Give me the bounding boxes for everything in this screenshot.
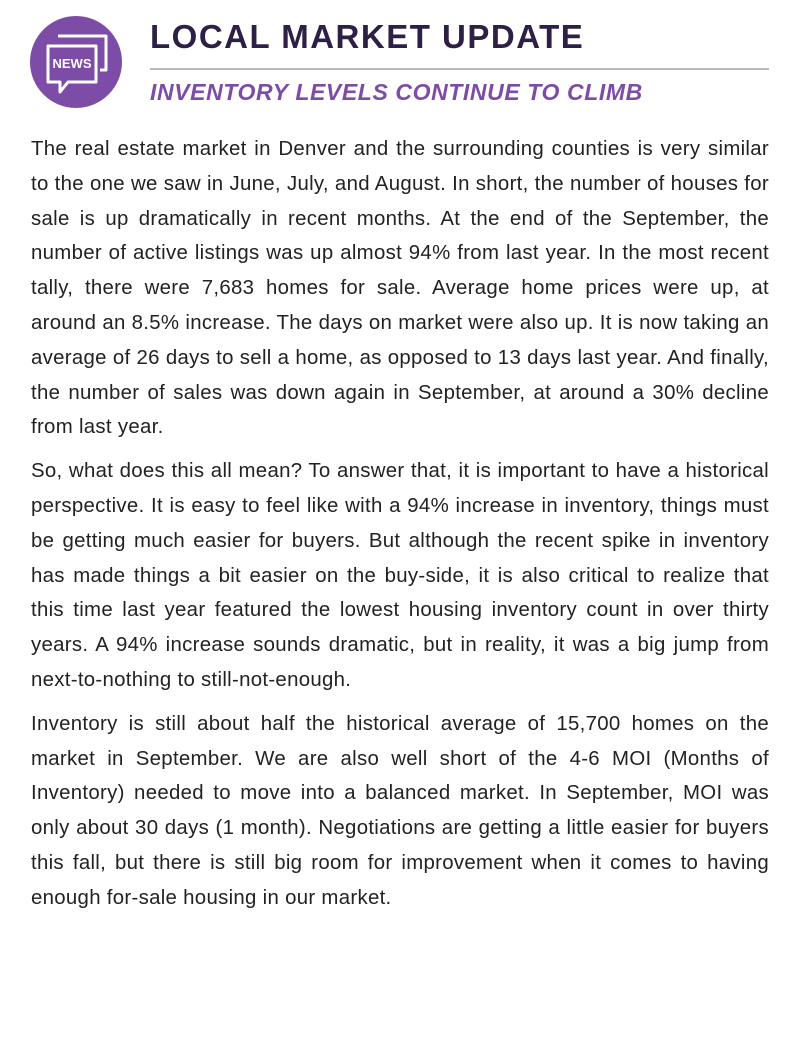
news-badge — [30, 16, 122, 108]
badge-label: NEWS — [52, 56, 92, 71]
header-divider — [150, 68, 769, 70]
page-subtitle: INVENTORY LEVELS CONTINUE TO CLIMB — [150, 79, 643, 105]
page-title: LOCAL MARKET UPDATE — [150, 18, 585, 55]
paragraph-3: Inventory is still about half the historical average of 15,700 homes on the market in September. We are also well short of the 4-6 MOI (Months of Inventory) needed to move into a balanced market. In September, MOI was only about 30 days (1 month). Negotiations are getting a little easier for buyers this fall, but there is still big room for improvement when it comes to having enough for-sale housing in our market. — [31, 712, 769, 909]
paragraph-2: So, what does this all mean? To answer that, it is important to have a historical perspective. It is easy to feel like with a 94% increase in inventory, things must be getting much easier for buyers. But although the recent spike in inventory has made things a bit easier on the buy-side, it is also critical to realize that this time last year featured the lowest housing inventory count in over thirty years. A 94% increase sounds dramatic, but in reality, it was a big jump from next-to-nothing to still-not-enough. — [31, 460, 769, 691]
paragraph-1: The real estate market in Denver and the surrounding counties is very similar to the one we saw in June, July, and August. In short, the number of houses for sale is up dramatically in recent months. At the end of the September, the number of active listings was up almost 94% from last year. In the most recent tally, there were 7,683 homes for sale. Average home prices were up, at around an 8.5% increase. The days on market were also up. It is now taking an average of 26 days to sell a home, as opposed to 13 days last year. And finally, the number of sales was down again in September, at around a 30% decline from last year. — [31, 138, 769, 439]
article-body — [31, 132, 769, 925]
speech-bubble-icon — [30, 16, 122, 108]
